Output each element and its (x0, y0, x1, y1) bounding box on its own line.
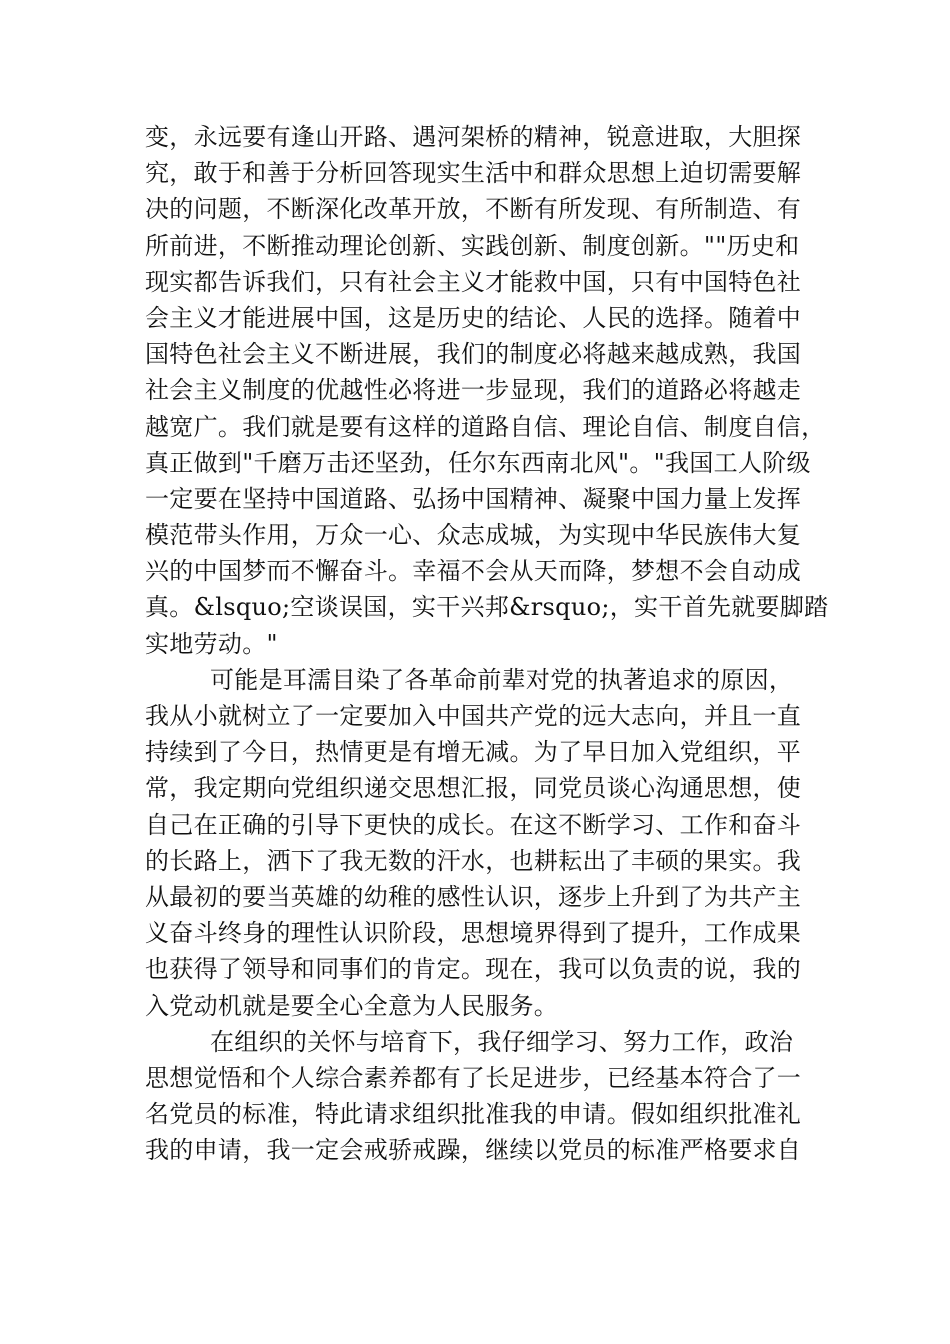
text-line: 思想觉悟和个人综合素养都有了长足进步，已经基本符合了一 (145, 1063, 802, 1092)
text-line: 真。&lsquo;空谈误国，实干兴邦&rsquo;，实干首先就要脚踏 (145, 593, 829, 622)
text-line: 决的问题，不断深化改革开放，不断有所发现、有所制造、有 (145, 195, 802, 224)
text-line: 我从小就树立了一定要加入中国共产党的远大志向，并且一直 (145, 702, 802, 730)
text-line: 我的申请，我一定会戒骄戒躁，继续以党员的标准严格要求自 (145, 1136, 802, 1165)
text-line: 也获得了领导和同事们的肯定。现在，我可以负责的说，我的 (145, 955, 802, 984)
text-line: 真正做到"千磨万击还坚劲，任尔东西南北风"。"我国工人阶级 (145, 448, 811, 477)
text-line: 变，永远要有逢山开路、遇河架桥的精神，锐意进取，大胆探 (145, 123, 802, 151)
text-line: 自己在正确的引导下更快的成长。在这不断学习、工作和奋斗 (145, 810, 802, 839)
text-line: 所前进，不断推动理论创新、实践创新、制度创新。""历史和 (145, 231, 800, 260)
document-body (145, 119, 829, 1168)
text-line: 兴的中国梦而不懈奋斗。幸福不会从天而降，梦想不会自动成 (145, 557, 802, 586)
text-line: 义奋斗终身的理性认识阶段，思想境界得到了提升，工作成果 (145, 919, 802, 948)
paragraph-first-line: 可能是耳濡目染了各革命前辈对党的执著追求的原因， (210, 665, 794, 694)
text-line: 现实都告诉我们，只有社会主义才能救中国，只有中国特色社 (145, 267, 802, 296)
text-line: 持续到了今日，热情更是有增无减。为了早日加入党组织，平 (145, 738, 802, 767)
text-line: 实地劳动。" (145, 629, 278, 658)
text-line: 一定要在坚持中国道路、弘扬中国精神、凝聚中国力量上发挥 (145, 484, 802, 513)
paragraph-first-line: 在组织的关怀与培育下，我仔细学习、努力工作，政治 (210, 1027, 794, 1056)
text-line: 名党员的标准，特此请求组织批准我的申请。假如组织批准礼 (145, 1100, 802, 1129)
text-line: 入党动机就是要全心全意为人民服务。 (145, 991, 559, 1020)
text-line: 越宽广。我们就是要有这样的道路自信、理论自信、制度自信， (145, 412, 826, 441)
text-line: 会主义才能进展中国，这是历史的结论、人民的选择。随着中 (145, 303, 802, 332)
text-line: 国特色社会主义不断进展，我们的制度必将越来越成熟，我国 (145, 340, 802, 369)
text-line: 究，敢于和善于分析回答现实生活中和群众思想上迫切需要解 (145, 159, 802, 188)
text-line: 模范带头作用，万众一心、众志成城，为实现中华民族伟大复 (145, 521, 802, 550)
text-line: 的长路上，洒下了我无数的汗水，也耕耘出了丰硕的果实。我 (145, 846, 802, 875)
text-line: 从最初的要当英雄的幼稚的感性认识，逐步上升到了为共产主 (145, 882, 802, 911)
text-line: 社会主义制度的优越性必将进一步显现，我们的道路必将越走 (145, 376, 802, 405)
text-line: 常，我定期向党组织递交思想汇报，同党员谈心沟通思想，使 (145, 774, 802, 803)
